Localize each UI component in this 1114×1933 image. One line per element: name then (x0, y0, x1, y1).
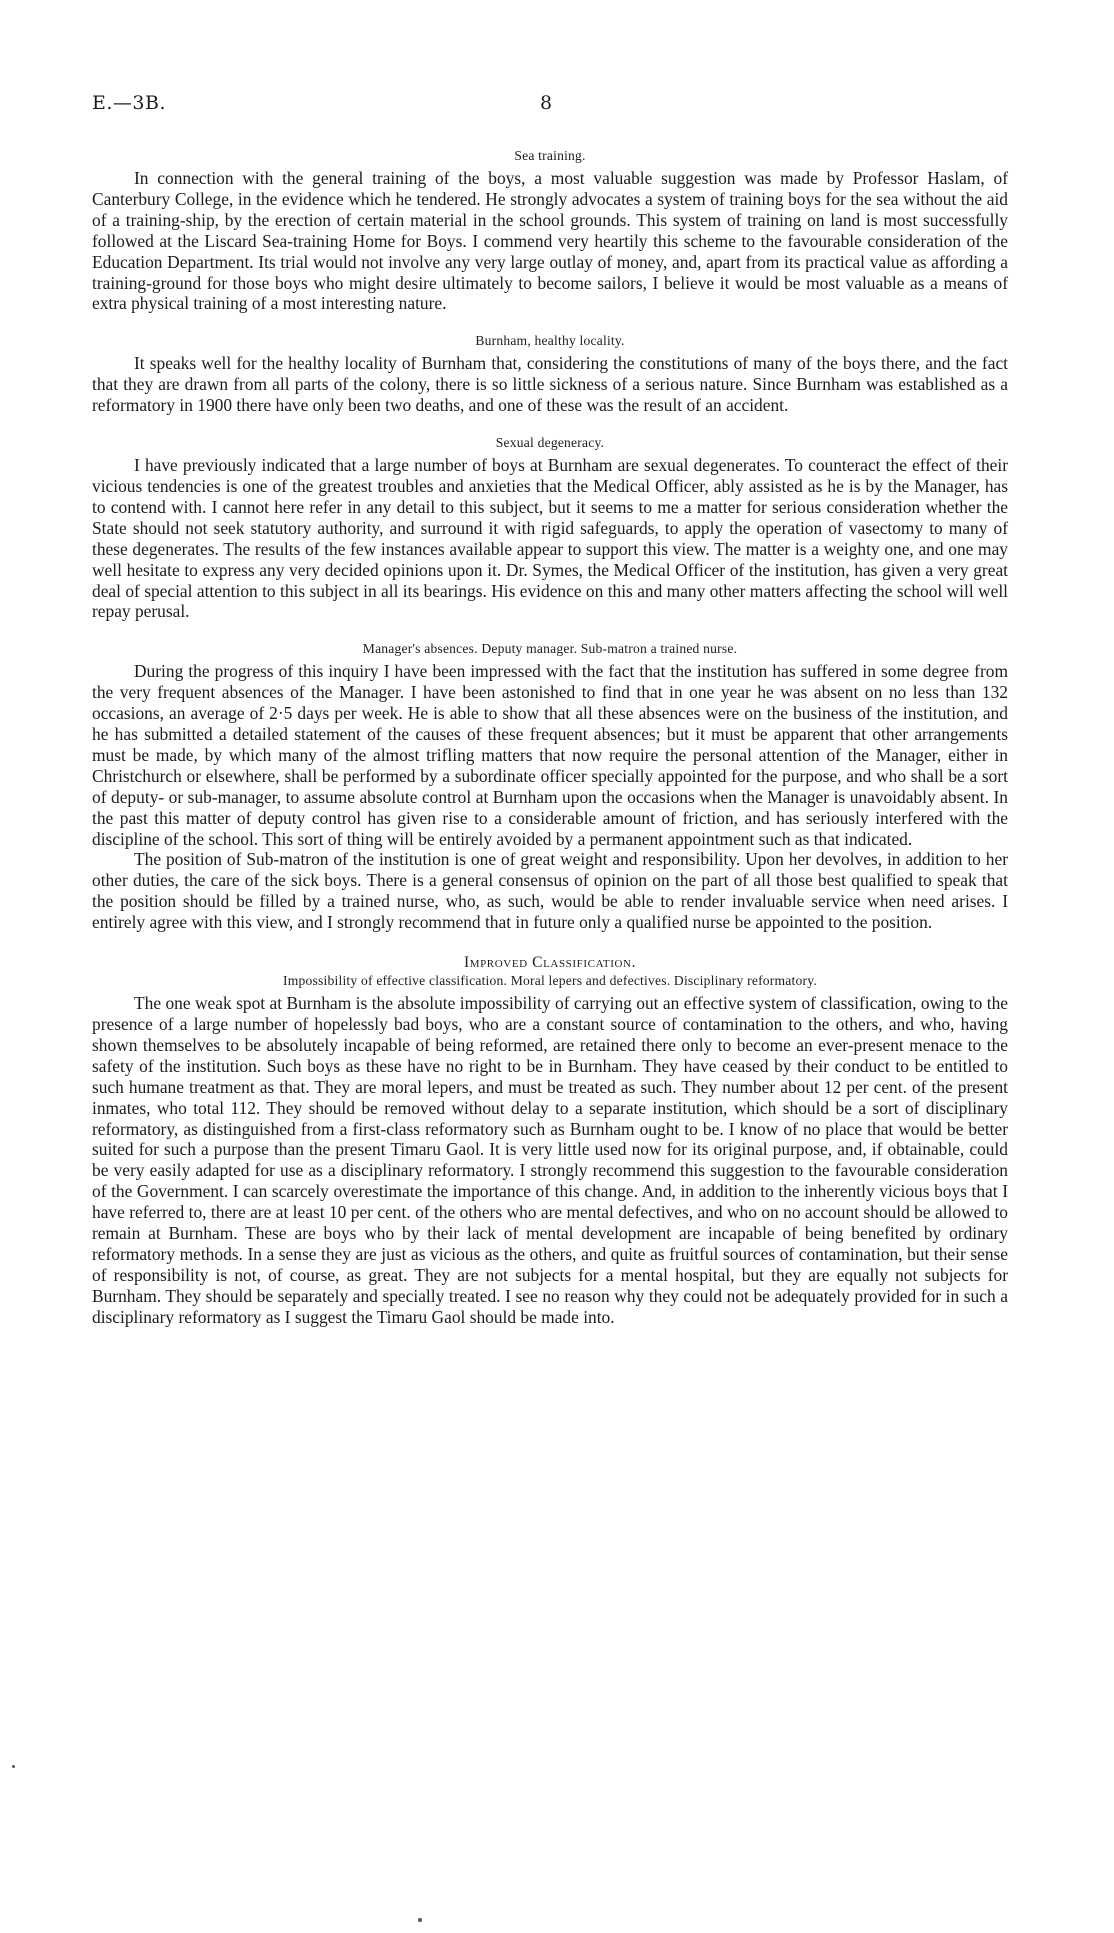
section-subheading: Impossibility of effective classification. Moral lepers and defectives. Disciplinary reformatory. (283, 973, 817, 989)
section-heading: Sexual degeneracy. (495, 435, 605, 451)
section-paragraph: In connection with the general training of the boys, a most valuable suggestion was made by Professor Haslam, of Canterbury College, in the evidence which he tendered. He strongly advocates a system of training boys for the sea without the aid of a training-ship, by the erection of certain material in the school grounds. This system of training on land is most successfully followed at the Liscard Sea-training Home for Boys. I commend very heartily this scheme to the favourable consideration of the Education Department. Its trial would not involve any very large outlay of money, and, apart from its practical value as affording a training-ground for those boys who might desire ultimately to become sailors, I believe it would be most valuable as a means of extra physical training of a most interesting nature. (92, 168, 1008, 314)
print-speck (418, 1918, 422, 1922)
print-speck (12, 1765, 15, 1768)
major-heading: Improved Classification. (463, 954, 637, 972)
section-paragraph: The position of Sub-matron of the institution is one of great weight and responsibility. Upon her devolves, in addition to her other duties, the care of the sick boys. There is a general consensus of opinion on the part of all those best qualified to speak that the position should be filled by a trained nurse, who, as such, would be able to render invaluable service when need arises. I entirely agree with this view, and I strongly recommend that in future only a qualified nurse be appointed to the position. (92, 849, 1008, 933)
section-paragraph: I have previously indicated that a large number of boys at Burnham are sexual degenerates. To counteract the effect of their vicious tendencies is one of the greatest troubles and anxieties that the Medical Officer, ably assisted as he is by the Manager, has to contend with. I cannot here refer in any detail to this subject, but it seems to me a matter for serious consideration whether the State should not seek statutory authority, and surround it with rigid safeguards, to apply the operation of vasectomy to many of these degenerates. The results of the few instances available appear to support this view. The matter is a weighty one, and one may well hesitate to express any very decided opinions upon it. Dr. Symes, the Medical Officer of the institution, has given a very great deal of special attention to this subject in all its bearings. His evidence on this and many other matters affecting the school will well repay perusal. (92, 455, 1008, 622)
section-heading: Burnham, healthy locality. (475, 333, 625, 349)
section-paragraph: The one weak spot at Burnham is the absolute impossibility of carrying out an effective system of classification, owing to the presence of a large number of hopelessly bad boys, who are a constant source of contamination to the others, and who, having shown themselves to be absolutely incapable of being reformed, are retained there only to become an ever-present menace to the safety of the institution. Such boys as these have no right to be in Burnham. They have ceased by their conduct to be entitled to such humane treatment as that. They are moral lepers, and must be treated as such. They number about 12 per cent. of the present inmates, who total 112. They should be removed without delay to a separate institution, which should be a sort of disciplinary reformatory, as distinguished from a first-class reformatory such as Burnham ought to be. I know of no place that would be better suited for such a purpose than the present Timaru Gaol. It is very little used now for its original purpose, and, if obtainable, could be very easily adapted for use as a disciplinary reformatory. I strongly recommend this suggestion to the favourable consideration of the Government. I can scarcely overestimate the importance of this change. And, in addition to the inherently vicious boys that I have referred to, there are at least 10 per cent. of the others who are mental defectives, and who on no account should be allowed to remain at Burnham. These are boys who by their lack of mental development are incapable of being benefited by ordinary reformatory methods. In a sense they are just as vicious as the others, and quite as fruitful sources of contamination, but their sense of responsibility is not, of course, as great. They are not subjects for a mental hospital, but they are equally not subjects for Burnham. They should be separately and specially treated. I see no reason why they could not be adequately provided for in such a disciplinary reformatory as I suggest the Timaru Gaol should be made into. (92, 993, 1008, 1327)
section-burnham-healthy-locality (92, 333, 1008, 416)
parliamentary-paper-reference: E.—3B. (92, 92, 166, 114)
section-heading: Manager's absences. Deputy manager. Sub-matron a trained nurse. (362, 641, 738, 657)
section-sexual-degeneracy (92, 435, 1008, 622)
section-sea-training (92, 148, 1008, 314)
section-improved-classification (92, 955, 1008, 1328)
section-paragraph: It speaks well for the healthy locality of Burnham that, considering the constitutions of many of the boys there, and the fact that they are drawn from all parts of the colony, there is so little sickness of a serious nature. Since Burnham was established as a reformatory in 1900 there have only been two deaths, and one of these was the result of an accident. (92, 353, 1008, 416)
page-header (92, 92, 992, 122)
page-body (92, 148, 1008, 1328)
section-managers-absences (92, 641, 1008, 933)
section-heading: Sea training. (514, 148, 586, 163)
section-paragraph: During the progress of this inquiry I have been impressed with the fact that the institution has suffered in some degree from the very frequent absences of the Manager. I have been astonished to find that in one year he was absent on no less than 132 occasions, an average of 2·5 days per week. He is able to show that all these absences were on the business of the institution, and he has submitted a detailed statement of the causes of these frequent absences; but it must be apparent that other arrangements must be made, by which many of the almost trifling matters that now require the personal attention of the Manager, either in Christchurch or elsewhere, shall be performed by a subordinate officer specially appointed for the purpose, and who shall be a sort of deputy- or sub-manager, to assume absolute control at Burnham upon the occasions when the Manager is unavoidably absent. In the past this matter of deputy control has given rise to a considerable amount of friction, and has seriously interfered with the discipline of the school. This sort of thing will be entirely avoided by a permanent appointment such as that indicated. (92, 661, 1008, 849)
page-number: 8 (540, 92, 553, 114)
